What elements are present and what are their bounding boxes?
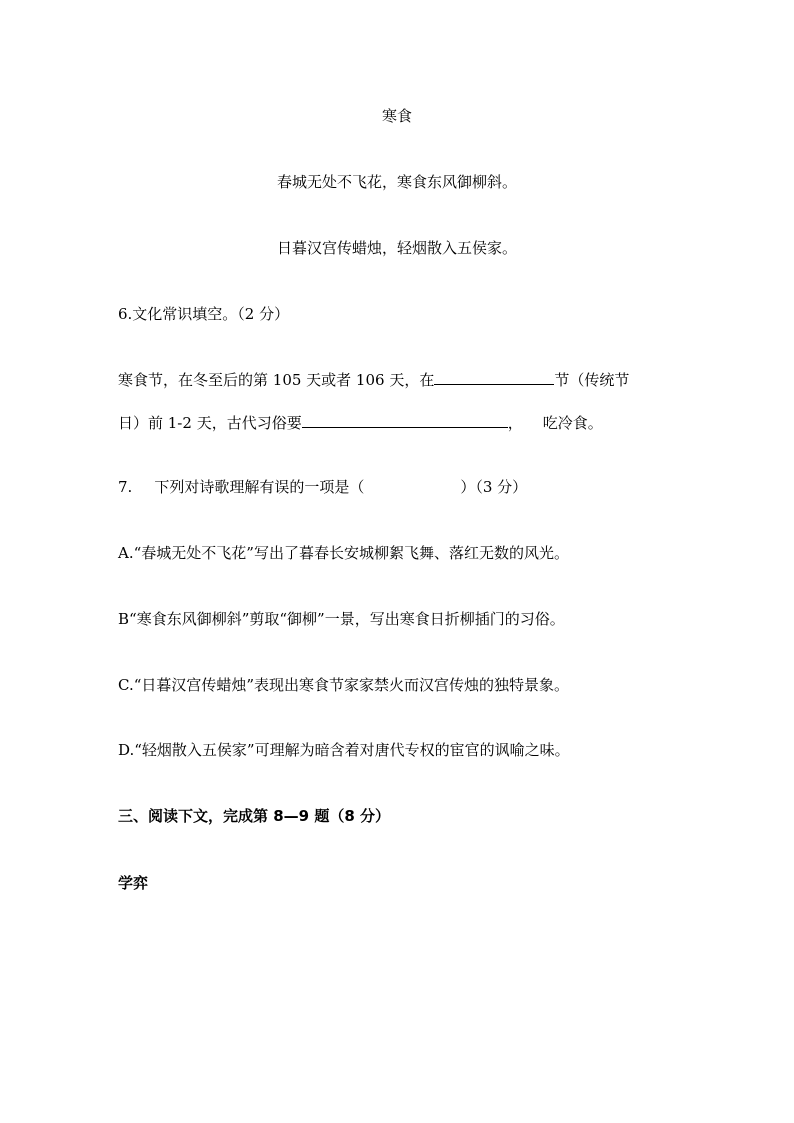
question-7-number: 7. [118, 478, 133, 496]
question-6-text-part-4: ， [507, 414, 523, 432]
passage-title: 学弈 [118, 874, 149, 892]
question-6-text-part-2: 节（传统节 [554, 371, 630, 389]
question-7-score: ）（3 分） [460, 478, 528, 496]
poem-line-1: 春城无处不飞花，寒食东风御柳斜。 [276, 173, 517, 191]
custom-blank[interactable] [302, 412, 508, 428]
question-6-text-line-2 [118, 412, 678, 433]
question-6-text-part-5: 吃冷食。 [542, 414, 603, 432]
question-7-heading [118, 477, 678, 497]
section-3-heading: 三、阅读下文，完成第 8—9 题（8 分） [118, 807, 390, 825]
question-6-text-part-3: 日）前 1-2 天，古代习俗要 [118, 414, 302, 432]
question-7-prompt: 下列对诗歌理解有误的一项是（ [154, 478, 365, 496]
option-a: A.“春城无处不飞花”写出了暮春长安城柳絮飞舞、落红无数的风光。 [118, 544, 569, 562]
question-6-heading: 6.文化常识填空。（2 分） [118, 305, 290, 323]
question-6-text-part-1: 寒食节，在冬至后的第 105 天或者 106 天，在 [118, 371, 435, 389]
option-c: C.“日暮汉宫传蜡烛”表现出寒食节家家禁火而汉宫传烛的独特景象。 [118, 676, 570, 694]
option-d: D.“轻烟散入五侯家”可理解为暗含着对唐代专权的宦官的讽喻之味。 [118, 741, 570, 759]
poem-title: 寒食 [381, 107, 412, 125]
option-b: B“寒食东风御柳斜”剪取“御柳”一景，写出寒食日折柳插门的习俗。 [118, 610, 565, 628]
festival-blank[interactable] [434, 369, 554, 385]
poem-line-2: 日暮汉宫传蜡烛，轻烟散入五侯家。 [276, 239, 517, 257]
question-6-text-line-1 [118, 369, 678, 390]
